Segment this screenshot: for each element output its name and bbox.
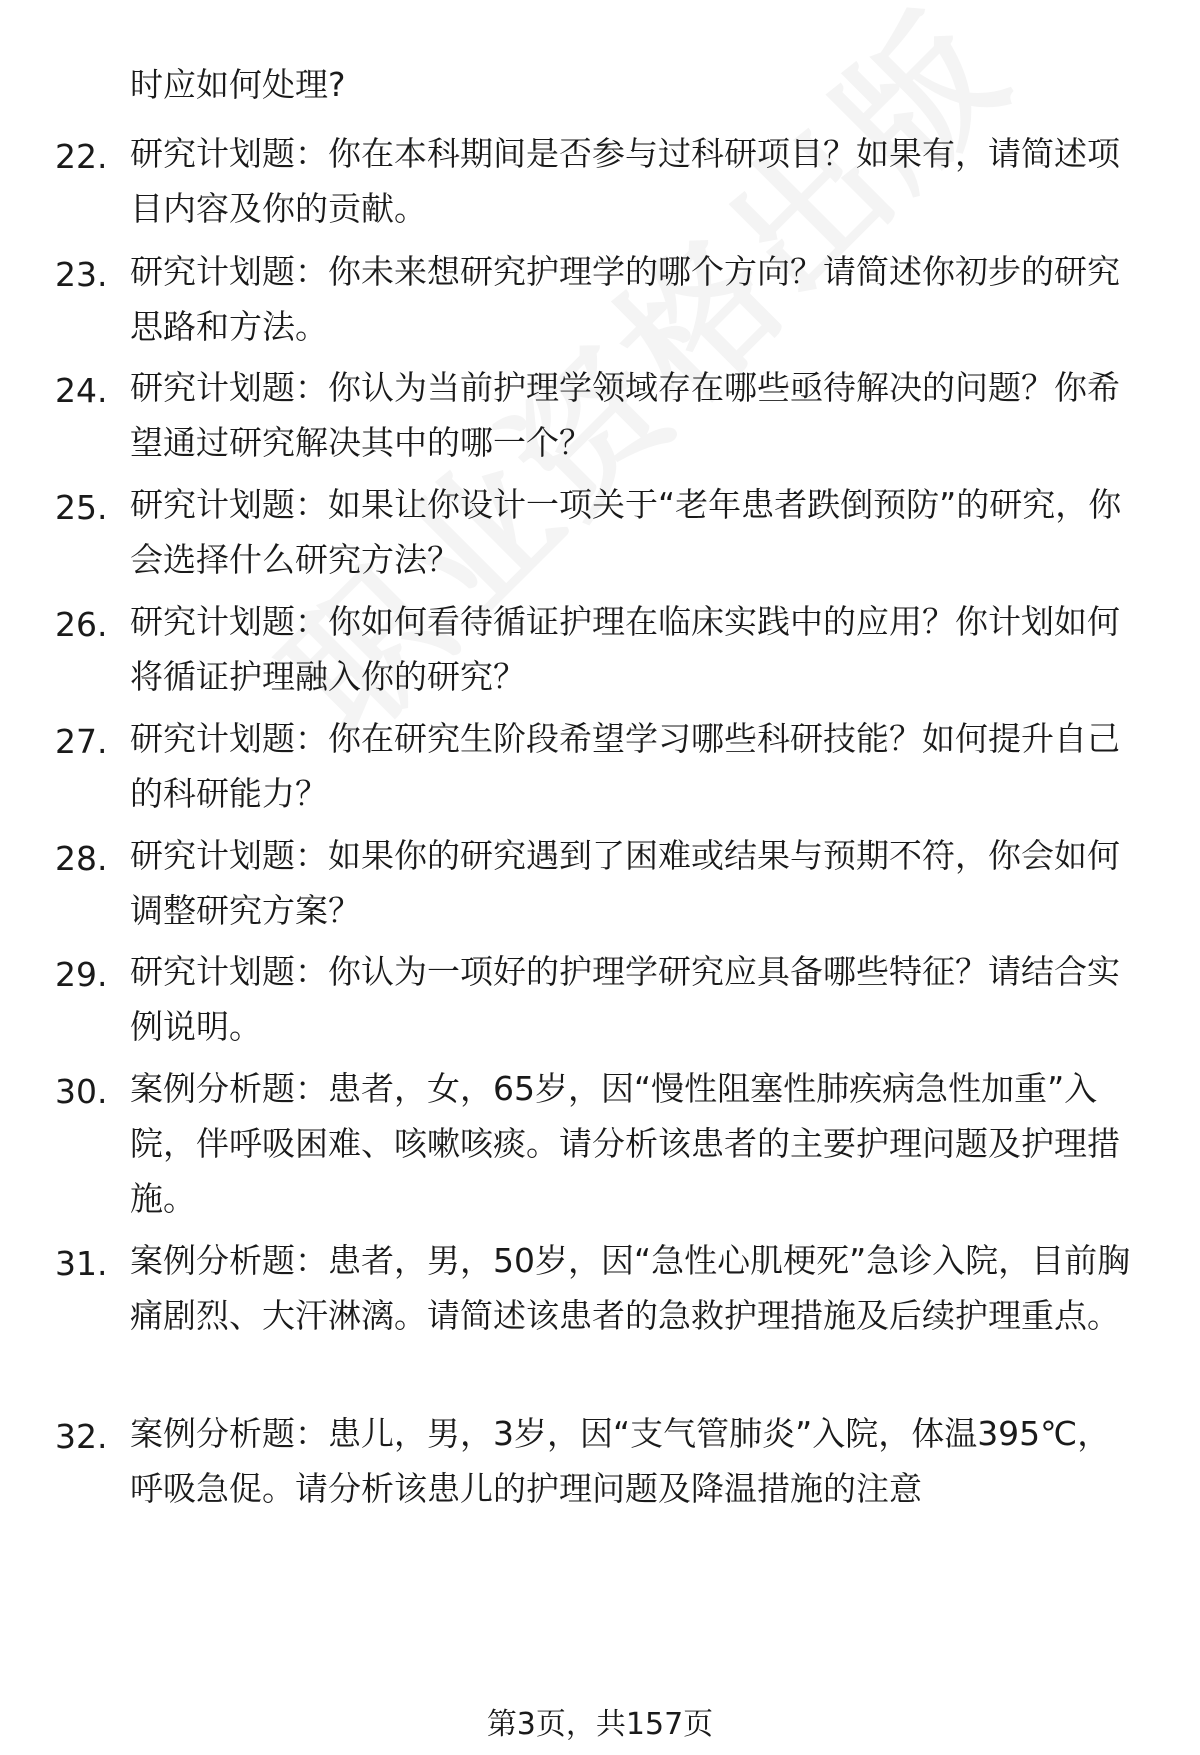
question-text: 研究计划题：你未来想研究护理学的哪个方向？请简述你初步的研究思路和方法。 — [130, 252, 1120, 346]
question-number: 28. — [55, 839, 108, 878]
question-text: 研究计划题：你如何看待循证护理在临床实践中的应用？你计划如何将循证护理融入你的研究？ — [130, 602, 1120, 696]
question-text: 研究计划题：你在本科期间是否参与过科研项目？如果有，请简述项目内容及你的贡献。 — [130, 134, 1120, 228]
question-number: 30. — [55, 1072, 108, 1111]
question-text: 研究计划题：你认为当前护理学领域存在哪些亟待解决的问题？你希望通过研究解决其中的哪一个？ — [130, 368, 1120, 462]
question-number: 32. — [55, 1417, 108, 1456]
question-number: 29. — [55, 955, 108, 994]
continuation-line: 时应如何处理? — [130, 65, 346, 104]
question-number: 24. — [55, 371, 108, 410]
question-text: 研究计划题：你认为一项好的护理学研究应具备哪些特征？请结合实例说明。 — [130, 952, 1120, 1046]
question-number: 31. — [55, 1244, 108, 1283]
page-number-footer: 第3页，共157页 — [486, 1707, 714, 1742]
question-number: 23. — [55, 255, 108, 294]
question-text: 研究计划题：你在研究生阶段希望学习哪些科研技能？如何提升自己的科研能力？ — [130, 719, 1120, 813]
question-text: 研究计划题：如果你的研究遇到了困难或结果与预期不符，你会如何调整研究方案？ — [130, 836, 1120, 930]
question-text: 案例分析题：患者，男，50岁，因“急性心肌梗死”急诊入院，目前胸痛剧烈、大汗淋漓。请简述该患者的急救护理措施及后续护理重点。 — [130, 1241, 1131, 1335]
question-number: 25. — [55, 488, 108, 527]
question-number: 26. — [55, 605, 108, 644]
question-text: 研究计划题：如果让你设计一项关于“老年患者跌倒预防”的研究，你会选择什么研究方法？ — [130, 485, 1122, 579]
question-number: 27. — [55, 722, 108, 761]
question-text: 案例分析题：患者，女，65岁，因“慢性阻塞性肺疾病急性加重”入院，伴呼吸困难、咳嗽咳痰。请分析该患者的主要护理问题及护理措施。 — [130, 1069, 1120, 1218]
question-number: 22. — [55, 137, 108, 176]
question-text: 案例分析题：患儿，男，3岁，因“支气管肺炎”入院，体温395℃，呼吸急促。请分析该患儿的护理问题及降温措施的注意 — [130, 1414, 1111, 1508]
